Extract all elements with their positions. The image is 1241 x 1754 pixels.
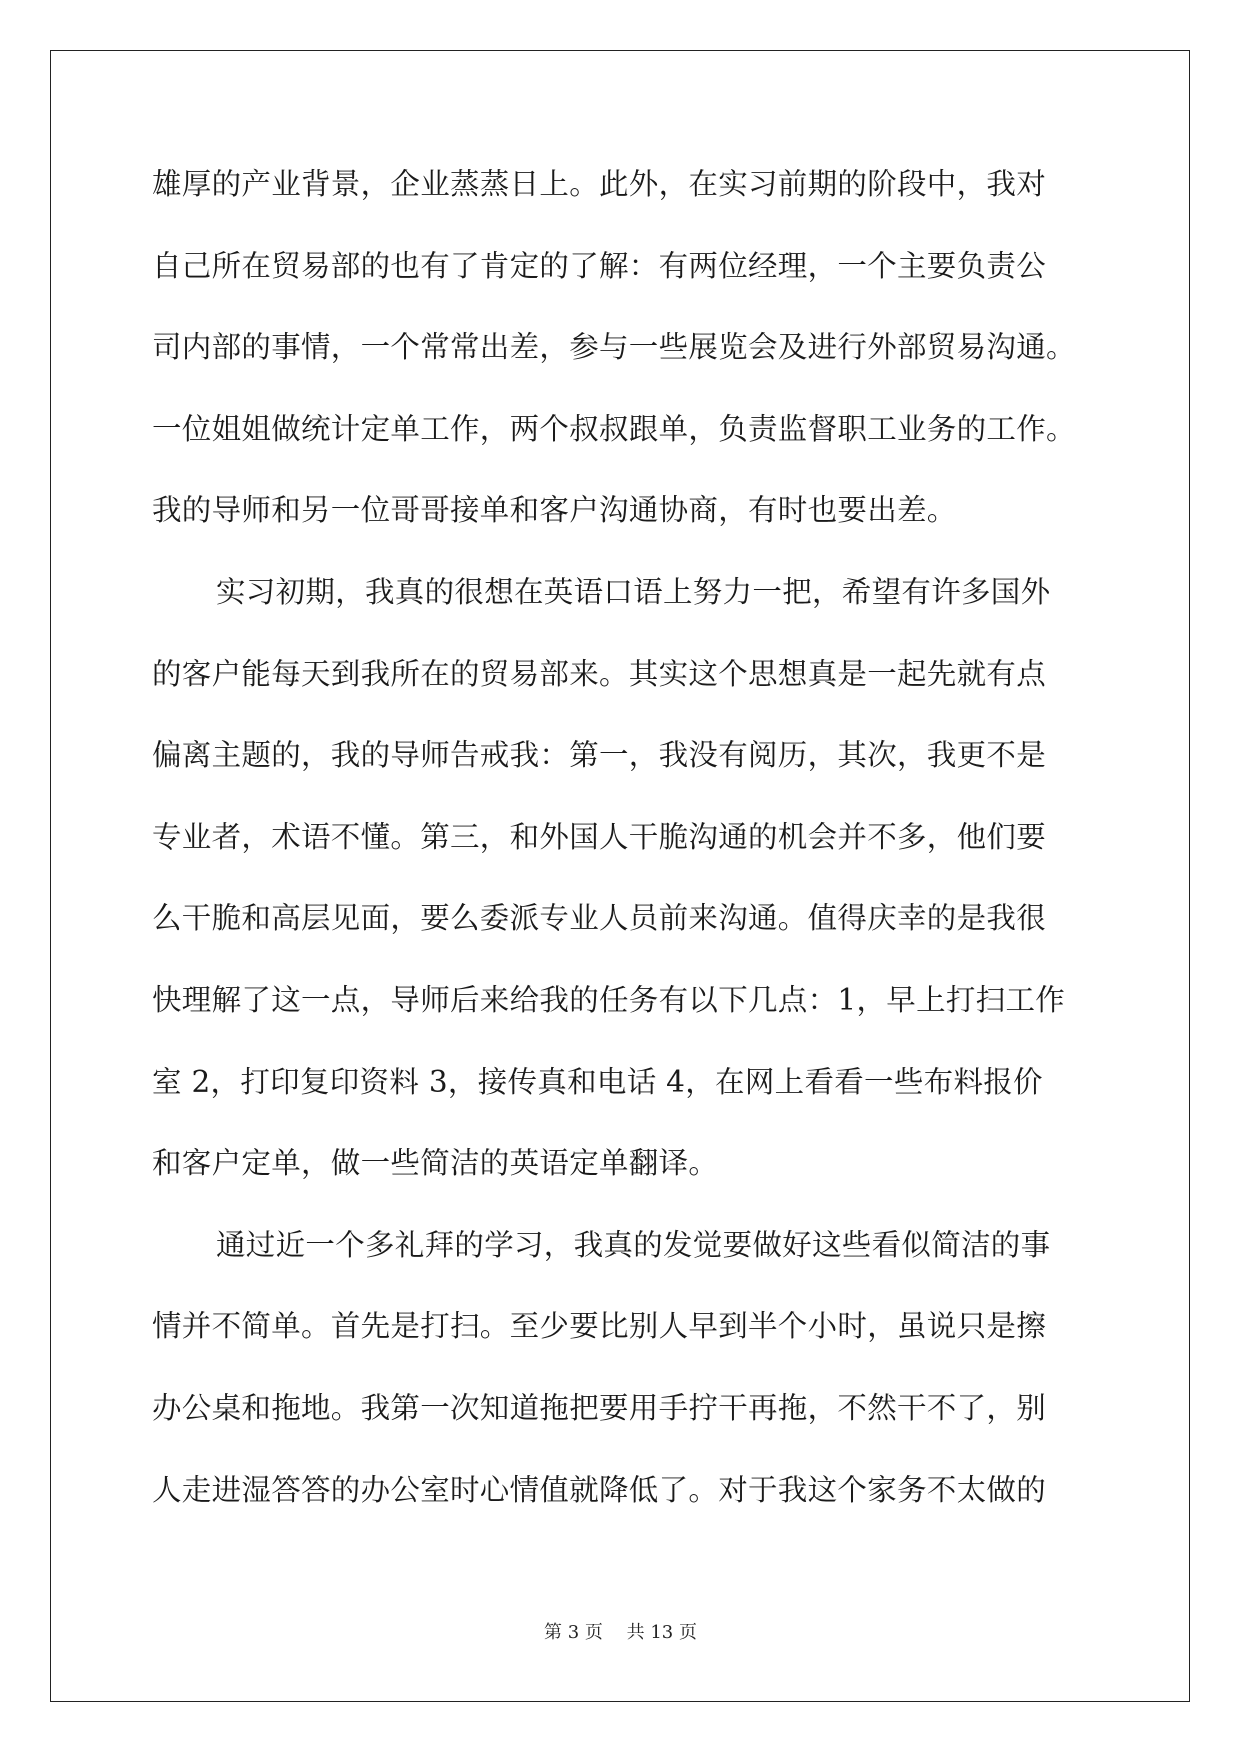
text-line: 司内部的事情，一个常常出差，参与一些展览会及进行外部贸易沟通。 bbox=[152, 330, 1076, 365]
page-footer: 第 3 页 共 13 页 bbox=[544, 1622, 697, 1643]
paragraph-start-line: 实习初期，我真的很想在英语口语上努力一把，希望有许多国外 bbox=[216, 574, 1051, 609]
text-line: 办公桌和拖地。我第一次知道拖把要用手拧干再拖，不然干不了，别 bbox=[152, 1390, 1047, 1425]
text-line: 和客户定单，做一些简洁的英语定单翻译。 bbox=[152, 1146, 719, 1181]
text-line: 自己所在贸易部的也有了肯定的了解：有两位经理，一个主要负责公 bbox=[152, 248, 1047, 283]
paragraph-start-line: 通过近一个多礼拜的学习，我真的发觉要做好这些看似简洁的事 bbox=[216, 1227, 1051, 1262]
text-line: 快理解了这一点，导师后来给我的任务有以下几点：1，早上打扫工作 bbox=[152, 982, 1066, 1017]
text-line: 的客户能每天到我所在的贸易部来。其实这个思想真是一起先就有点 bbox=[152, 656, 1047, 691]
text-line: 室 2，打印复印资料 3，接传真和电话 4，在网上看看一些布料报价 bbox=[152, 1064, 1043, 1099]
text-line: 人走进湿答答的办公室时心情值就降低了。对于我这个家务不太做的 bbox=[152, 1472, 1047, 1507]
text-line: 一位姐姐做统计定单工作，两个叔叔跟单，负责监督职工业务的工作。 bbox=[152, 411, 1076, 446]
text-line: 情并不简单。首先是打扫。至少要比别人早到半个小时，虽说只是擦 bbox=[152, 1309, 1047, 1344]
text-line: 么干脆和高层见面，要么委派专业人员前来沟通。值得庆幸的是我很 bbox=[152, 901, 1047, 936]
text-line: 偏离主题的，我的导师告戒我：第一，我没有阅历，其次，我更不是 bbox=[152, 738, 1047, 773]
document-body bbox=[152, 164, 1092, 1551]
text-line: 雄厚的产业背景，企业蒸蒸日上。此外，在实习前期的阶段中，我对 bbox=[152, 167, 1047, 201]
text-line: 我的导师和另一位哥哥接单和客户沟通协商，有时也要出差。 bbox=[152, 493, 957, 528]
text-line: 专业者，术语不懂。第三，和外国人干脆沟通的机会并不多，他们要 bbox=[152, 819, 1047, 854]
